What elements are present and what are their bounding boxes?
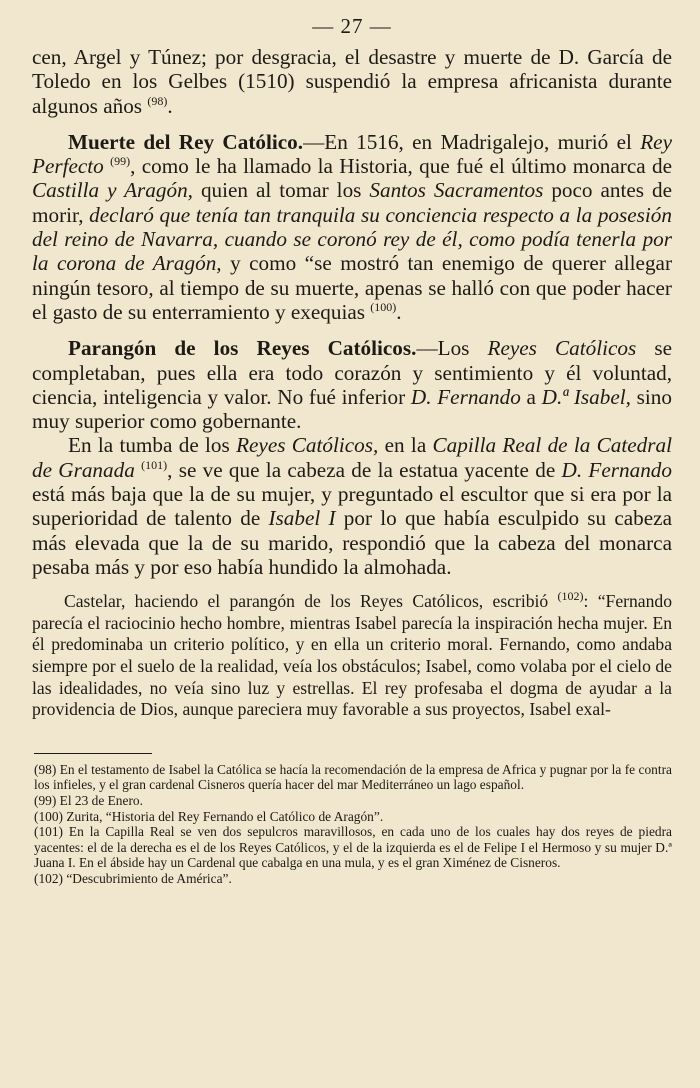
section-heading-parangon: Parangón de los Reyes Católicos. [68,336,417,361]
section-parangon: Parangón de los Reyes Católicos.—Los Reyes Católicos se completaban, pues ella era todo corazón y sentimiento y él voluntad, ciencia, inteligencia y valor. No fué inferior D. Fernando a D.ª Isabel, sino muy superior como gobernante. [32,336,673,434]
castelar-quote: Castelar, haciendo el parangón de los Reyes Católicos, escribió $^{(102)}$: “Fernando parecía el raciocinio hecho hombre, mientras Isabel parecía la inspiración hecha mujer. En él predominaba un criterio político, y en ella un criterio moral. Fernando, como andaba siempre por el suelo de la realidad, veía los obstáculos; Isabel, como volaba por el cielo de las idealidades, no veía sino luz y estrellas. El rey profesaba el dogma de ayudar a la providencia de Dios, aunque pareciera muy favorable a sus proyectos, Isabel exal- [32,589,672,720]
footnotes [32,762,672,887]
footnote-98: (98) En el testamento de Isabel la Católica se hacía la recomendación de la empresa de Africa y pugnar por la fe contra los infieles, y el gran cardenal Cisneros quería hacer del mar Mediterráneo un lago español. [34,761,672,793]
footnote-divider [34,753,152,754]
footnote-101: (101) En la Capilla Real se ven dos sepulcros maravillosos, en cada uno de los cuales hay dos reyes de piedra yacentes: el de la derecha es el de los Reyes Católicos, y el de la izquierda es el de Felipe I el Hermoso y su mujer D.ª Juana I. En el ábside hay un Cardenal que cabalga en una mula, y es el gran Ximénez de Cisneros. [34,824,672,871]
section-heading-muerte: Muerte del Rey Católico. [68,129,304,154]
paragraph-continuation: cen, Argel y Túnez; por desgracia, el desastre y muerte de D. García de Toledo en los Gelbes (1510) suspendió la empresa africanista durante algunos años $^{(98)}$. [32,45,672,118]
section-muerte: Muerte del Rey Católico.—En 1516, en Madrigalejo, murió el Rey Perfecto $^{(99)}$, como le ha llamado la Historia, que fué el último monarca de Castilla y Aragón, quien al tomar los Santos Sacramentos poco antes de morir, declaró que tenía tan tranquila su conciencia respecto a la posesión del reino de Navarra, cuando se coronó rey de él, como podía tenerla por la corona de Aragón, y como “se mostró tan enemigo de querer allegar ningún tesoro, al tiempo de su muerte, apenas se halló con que poder hacer el gasto de su enterramiento y exequias $^{(100)}$. [32,129,673,324]
footnote-ref-99: (99) [110,154,131,169]
footnote-102: (102) “Descubrimiento de América”. [34,870,232,886]
footnote-ref-102: (102) [557,589,584,604]
paragraph-tumba: En la tumba de los Reyes Católicos, en la Capilla Real de la Catedral de Granada $^{(101)}$, se ve que la cabeza de la estatua yacente de D. Fernando está más baja que la de su mujer, y preguntado el escultor que si era por la superioridad de talento de Isabel I por lo que había esculpido su cabeza más elevada que la de su marido, respondió que la cabeza del monarca pesaba más y por eso había hundido la almohada. [32,433,673,579]
footnote-ref-101: (101) [141,457,168,472]
footnote-ref-100: (100) [370,299,397,314]
main-text [32,45,672,579]
page-number: — 27 — [312,14,392,38]
footnote-100: (100) Zurita, “Historia del Rey Fernando el Católico de Aragón”. [34,808,384,824]
footnote-ref-98: (98) [147,93,168,108]
footnote-99: (99) El 23 de Enero. [34,792,143,808]
